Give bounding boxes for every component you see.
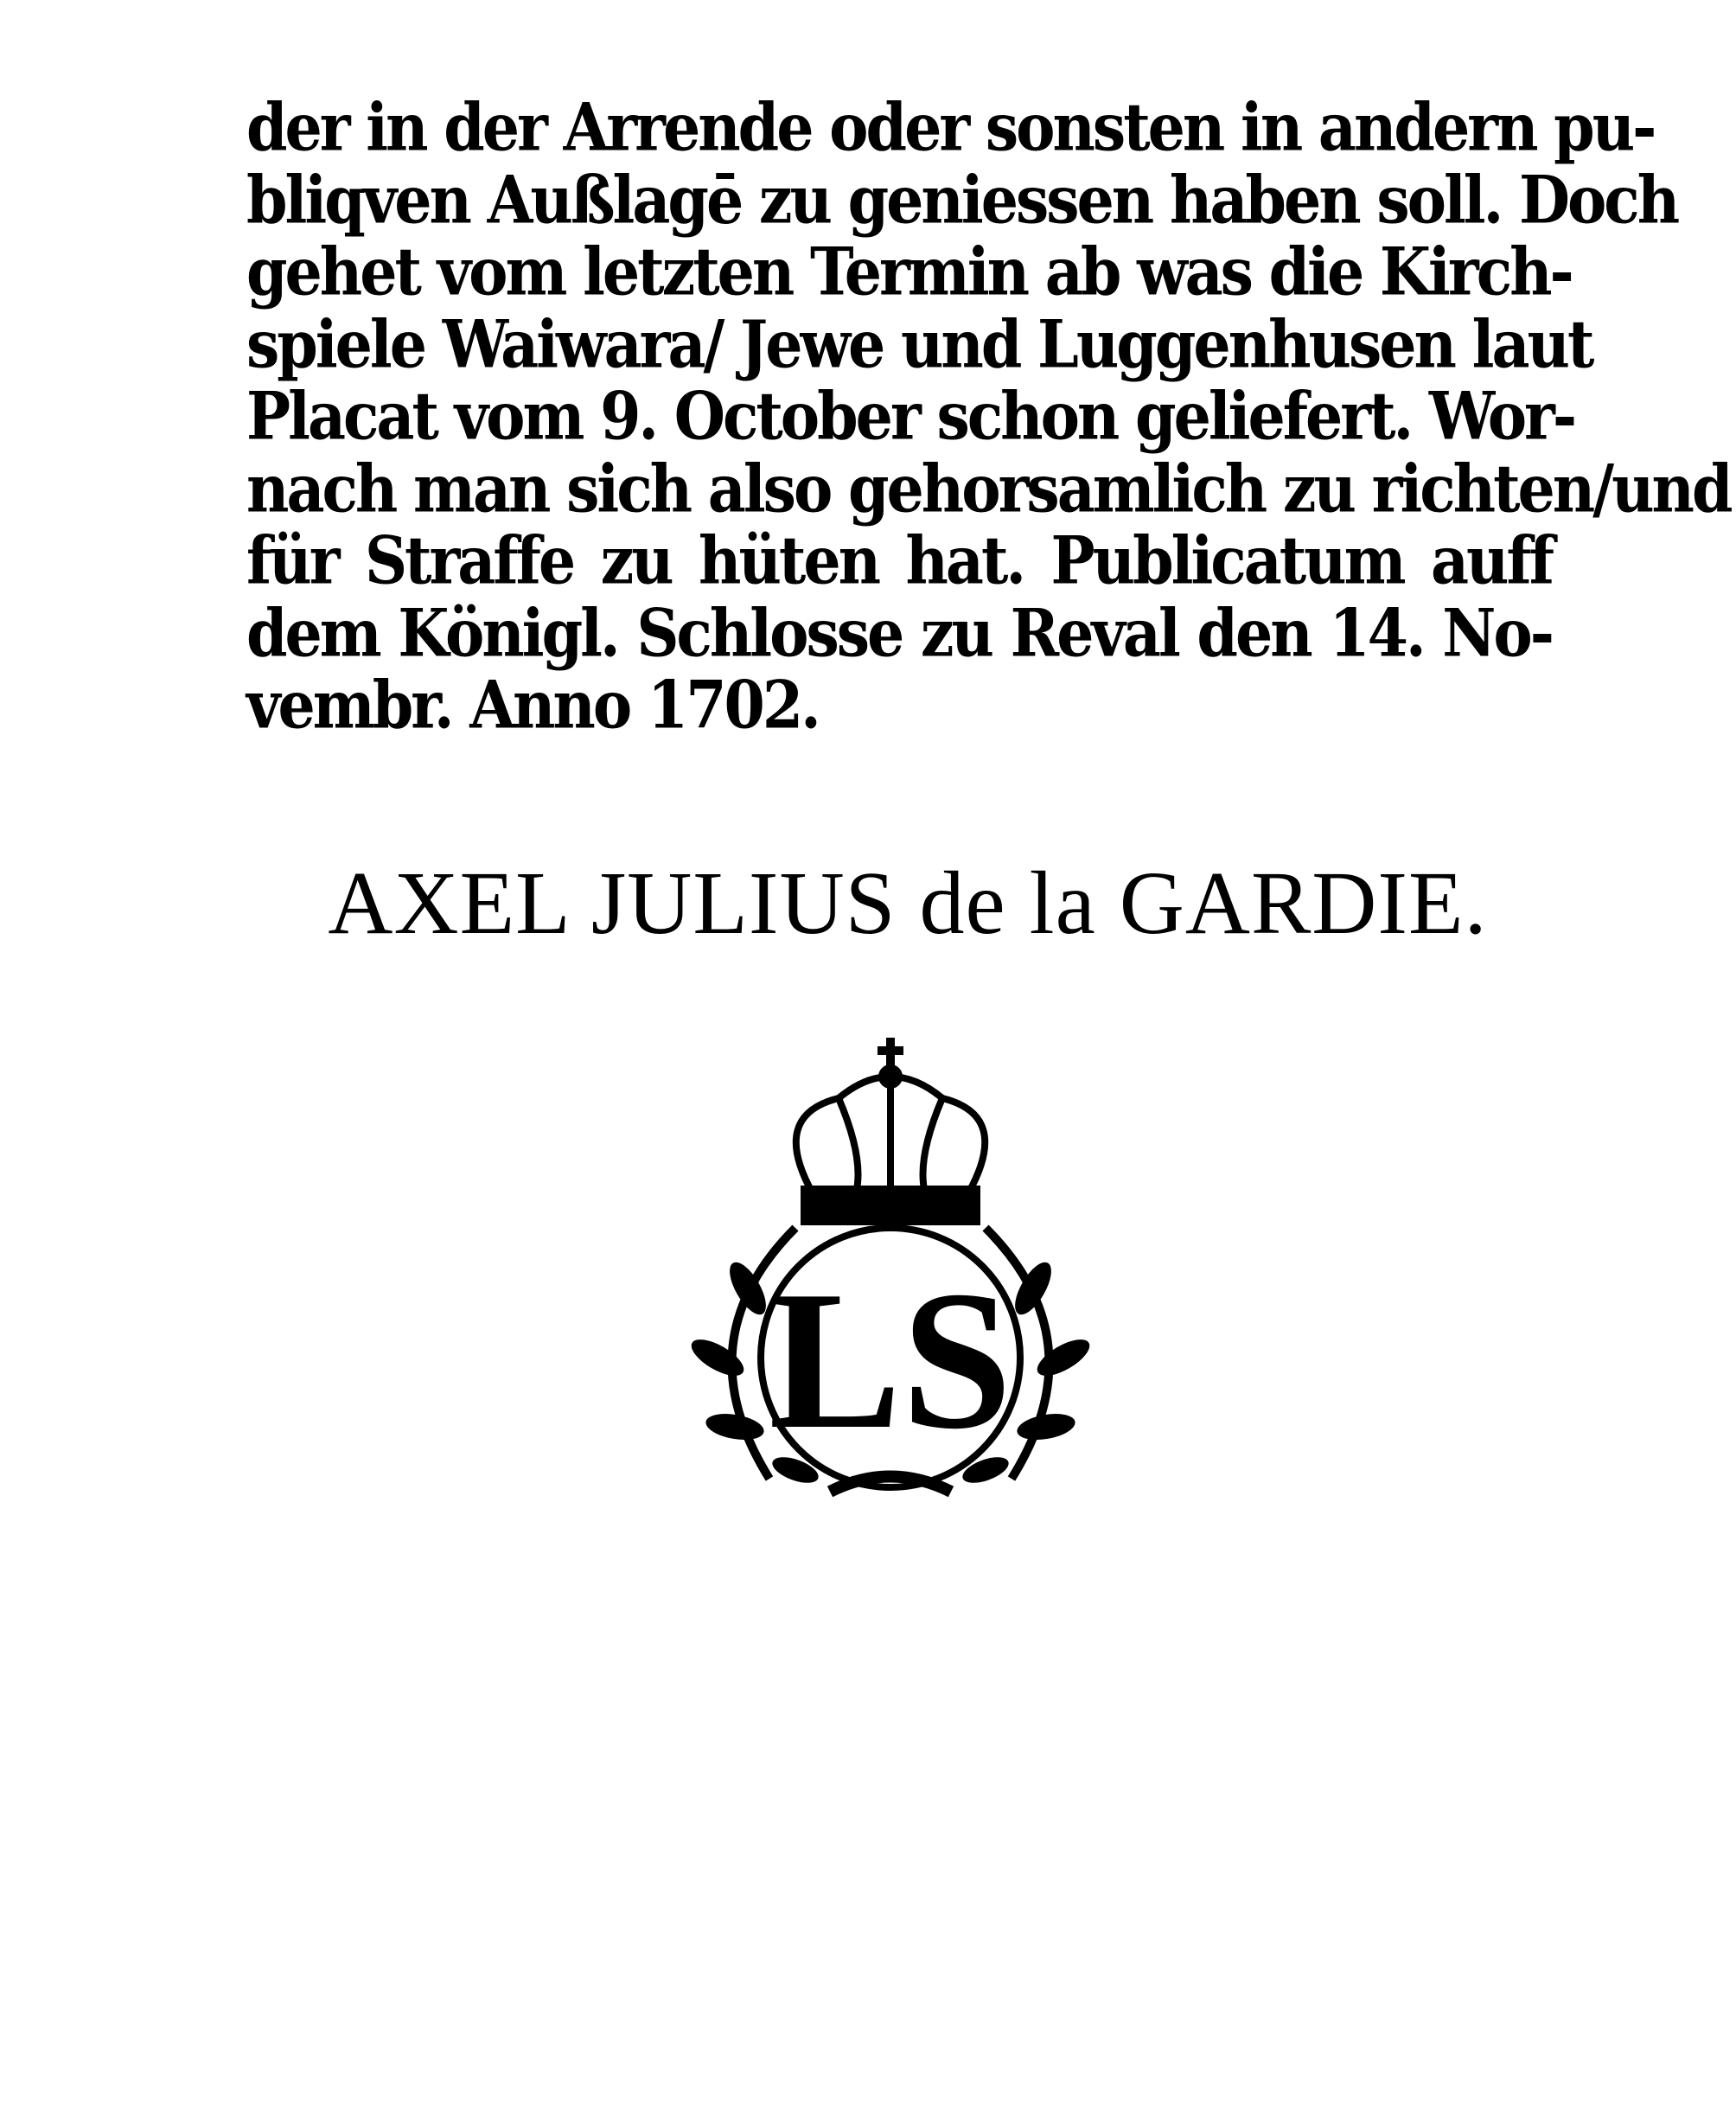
text-line: dem Königl. Schlosse zu Reval den 14. No- (246, 594, 1552, 673)
seal-monogram: LS (769, 1250, 1012, 1470)
body-text (246, 89, 1731, 747)
text-line: für Straffe zu hüten hat. Publicatum auff (246, 522, 1552, 600)
text-line: nach man sich also gehorsamlich zu richten/und (246, 450, 1731, 528)
signature: AXEL JULIUS de la GARDIE. (328, 853, 1488, 953)
royal-seal-icon (666, 1029, 1115, 1522)
text-line: der in der Arrende oder sonsten in andern pu- (246, 89, 1655, 167)
text-line: spiele Waiwara/ Jewe und Luggenhusen laut (246, 305, 1592, 384)
text-line: gehet vom letzten Termin ab was die Kirch- (246, 233, 1572, 311)
text-line: Placat vom 9. October schon geliefert. Wor- (246, 378, 1575, 456)
crown-icon (796, 1038, 985, 1222)
text-line: vembr. Anno 1702. (246, 667, 819, 745)
text-line: bliqven Außlagē zu geniessen haben soll. Doch (246, 161, 1678, 240)
